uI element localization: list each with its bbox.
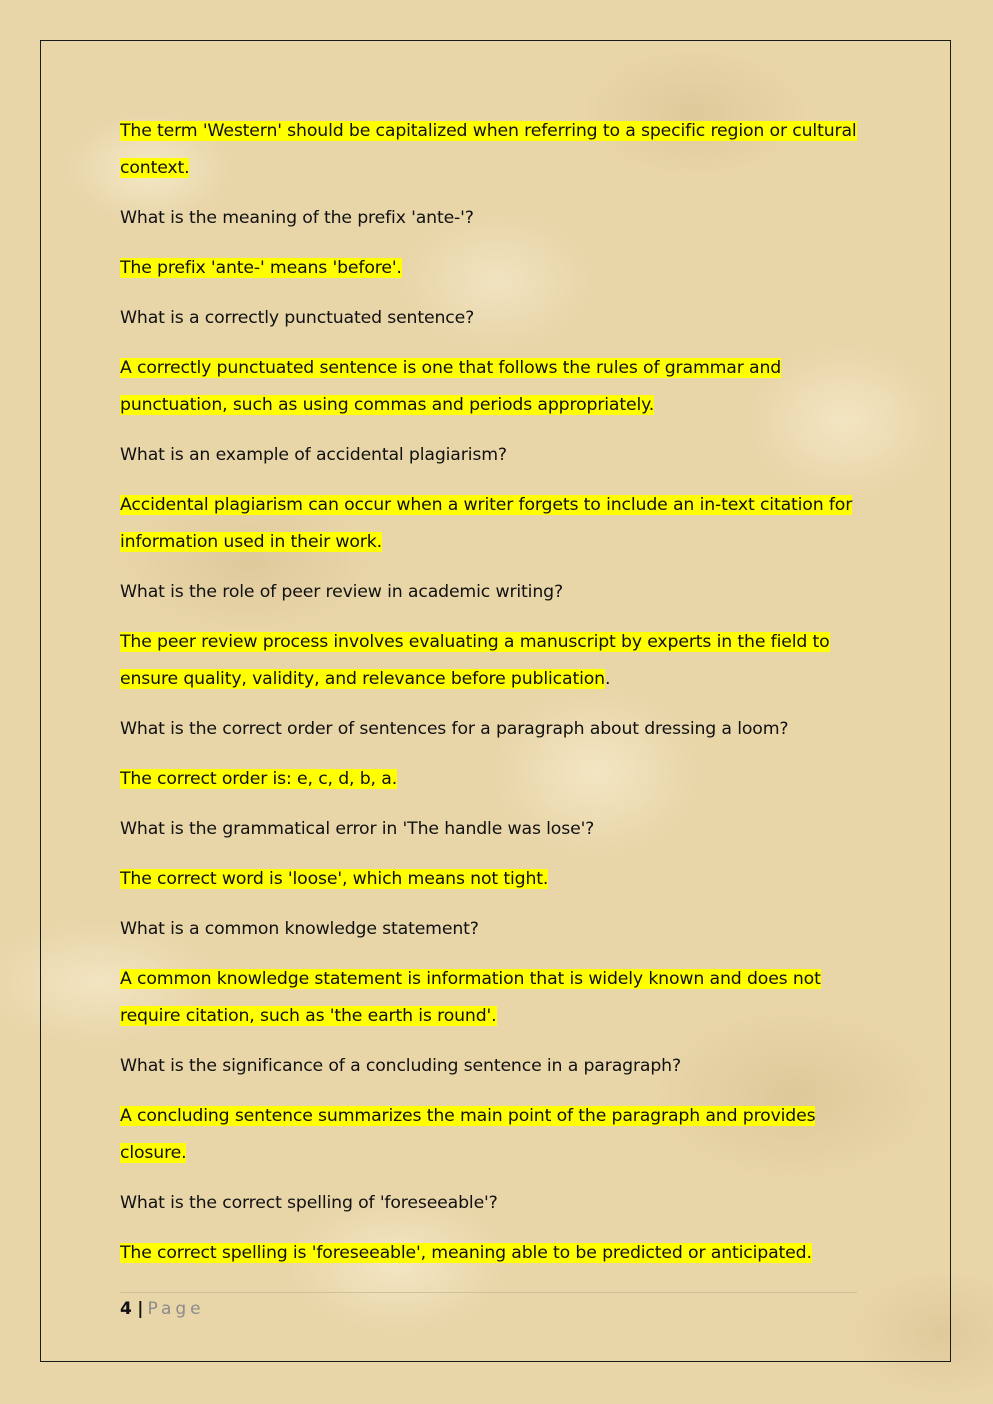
highlighted-answer: The term 'Western' should be capitalized when referring to a specific region or cultural context. <box>120 121 857 178</box>
answer-paragraph <box>120 350 860 424</box>
question-paragraph: What is a correctly punctuated sentence? <box>120 308 475 328</box>
footer-separator: | <box>137 1299 144 1319</box>
highlighted-answer: A correctly punctuated sentence is one that follows the rules of grammar and punctuation, such as using commas and periods appropriately. <box>120 358 782 415</box>
page-number: 4 <box>120 1299 132 1319</box>
question-paragraph: What is the grammatical error in 'The handle was lose'? <box>120 819 595 839</box>
question-paragraph: What is the role of peer review in academic writing? <box>120 582 563 602</box>
highlighted-answer: Accidental plagiarism can occur when a writer forgets to include an in-text citation for information used in their work. <box>120 495 853 552</box>
highlighted-answer: The peer review process involves evaluating a manuscript by experts in the field to ensure quality, validity, and relevance before publication <box>120 632 830 689</box>
answer-paragraph <box>120 624 860 698</box>
answer-paragraph <box>120 1235 860 1272</box>
answer-paragraph <box>120 961 860 1035</box>
highlighted-answer: The prefix 'ante-' means 'before'. <box>120 258 402 278</box>
answer-paragraph <box>120 1098 860 1172</box>
highlighted-answer: A concluding sentence summarizes the main point of the paragraph and provides closure. <box>120 1106 816 1163</box>
answer-suffix: . <box>604 669 611 689</box>
highlighted-answer: The correct order is: e, c, d, b, a. <box>120 769 398 789</box>
question-paragraph: What is an example of accidental plagiarism? <box>120 445 507 465</box>
highlighted-answer: A common knowledge statement is information that is widely known and does not require citation, such as 'the earth is round'. <box>120 969 821 1026</box>
highlighted-answer: The correct word is 'loose', which means not tight. <box>120 869 549 889</box>
question-paragraph: What is the correct spelling of 'foreseeable'? <box>120 1193 498 1213</box>
page-label: Page <box>147 1299 205 1319</box>
highlighted-answer: The correct spelling is 'foreseeable', meaning able to be predicted or anticipated. <box>120 1243 812 1263</box>
answer-paragraph <box>120 761 860 798</box>
answer-paragraph <box>120 861 860 898</box>
answer-paragraph <box>120 113 860 187</box>
question-paragraph: What is a common knowledge statement? <box>120 919 479 939</box>
page-footer <box>120 1292 857 1322</box>
answer-paragraph <box>120 487 860 561</box>
question-paragraph: What is the correct order of sentences for a paragraph about dressing a loom? <box>120 719 789 739</box>
qa-content <box>120 113 860 1285</box>
question-paragraph: What is the significance of a concluding sentence in a paragraph? <box>120 1056 682 1076</box>
question-paragraph: What is the meaning of the prefix 'ante-'? <box>120 208 474 228</box>
answer-paragraph <box>120 250 860 287</box>
